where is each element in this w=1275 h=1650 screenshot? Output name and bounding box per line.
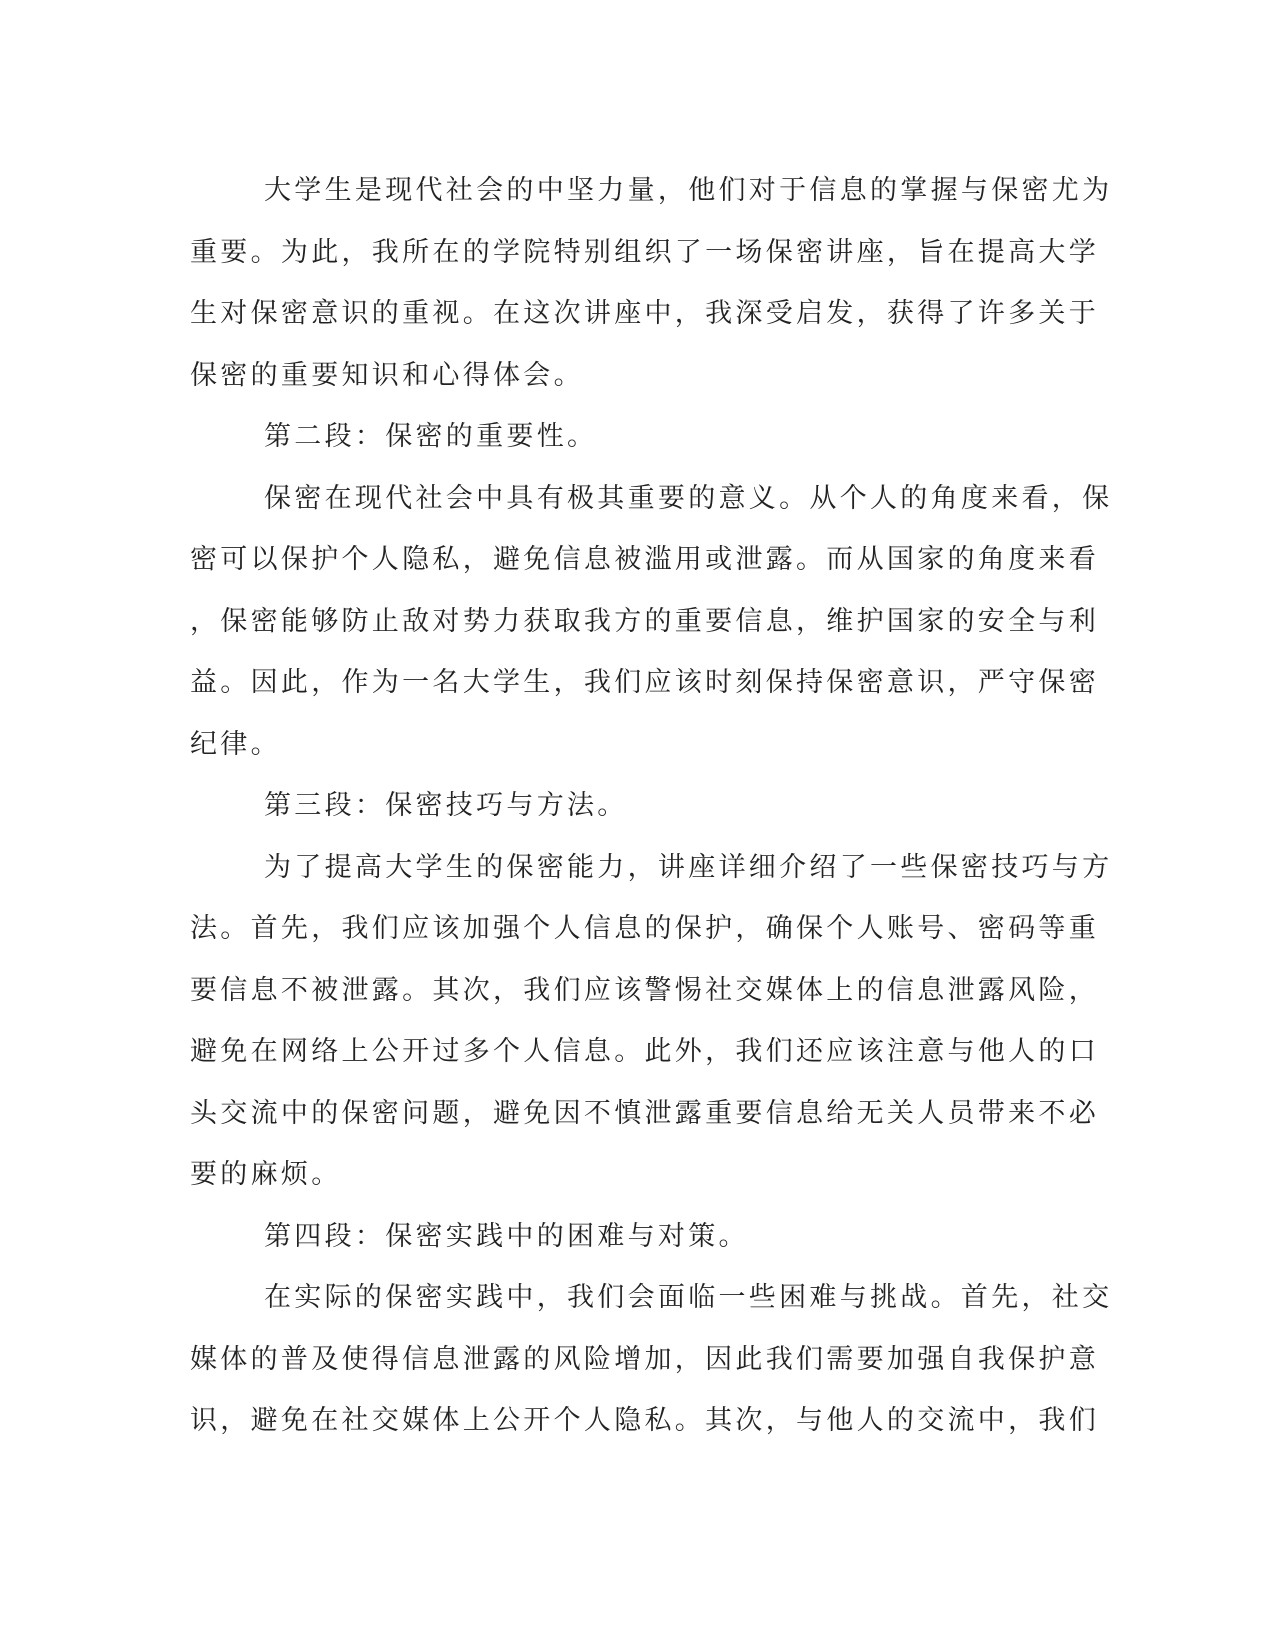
text-line: 要信息不被泄露。其次，我们应该警惕社交媒体上的信息泄露风险， xyxy=(190,974,1099,1006)
section-heading-4 xyxy=(190,1206,1080,1268)
section-heading-2 xyxy=(190,406,1080,468)
paragraph-intro xyxy=(190,160,1113,406)
paragraph-techniques xyxy=(190,837,1113,1206)
paragraph-importance xyxy=(190,468,1113,776)
text-line: 避免在网络上公开过多个人信息。此外，我们还应该注意与他人的口 xyxy=(190,1036,1099,1067)
text-line: 生对保密意识的重视。在这次讲座中，我深受启发，获得了许多关于 xyxy=(190,298,1099,329)
text-line: 为了提高大学生的保密能力，讲座详细介绍了一些保密技巧与方 xyxy=(264,851,1113,883)
text-line: 重要。为此，我所在的学院特别组织了一场保密讲座，旨在提高大学 xyxy=(190,236,1099,268)
text-line: ，保密能够防止敌对势力获取我方的重要信息，维护国家的安全与利 xyxy=(190,605,1099,637)
paragraph-difficulties xyxy=(190,1267,1113,1452)
section-heading-text: 第四段：保密实践中的困难与对策。 xyxy=(264,1220,749,1252)
document-body xyxy=(190,160,1113,1452)
text-line: 益。因此，作为一名大学生，我们应该时刻保持保密意识，严守保密 xyxy=(190,667,1099,698)
text-line: 媒体的普及使得信息泄露的风险增加，因此我们需要加强自我保护意 xyxy=(190,1343,1099,1375)
text-line: 密可以保护个人隐私，避免信息被滥用或泄露。而从国家的角度来看 xyxy=(190,544,1099,575)
text-line: 要的麻烦。 xyxy=(190,1159,342,1190)
text-line: 法。首先，我们应该加强个人信息的保护，确保个人账号、密码等重 xyxy=(190,913,1099,944)
text-line: 识，避免在社交媒体上公开个人隐私。其次，与他人的交流中，我们 xyxy=(190,1405,1099,1436)
section-heading-text: 第二段：保密的重要性。 xyxy=(264,421,598,452)
text-line: 在实际的保密实践中，我们会面临一些困难与挑战。首先，社交 xyxy=(264,1282,1113,1313)
text-line: 保密的重要知识和心得体会。 xyxy=(190,359,584,391)
text-line: 纪律。 xyxy=(190,728,281,760)
text-line: 头交流中的保密问题，避免因不慎泄露重要信息给无关人员带来不必 xyxy=(190,1097,1099,1129)
section-heading-3 xyxy=(190,775,1080,837)
text-line: 保密在现代社会中具有极其重要的意义。从个人的角度来看，保 xyxy=(264,482,1113,514)
section-heading-text: 第三段：保密技巧与方法。 xyxy=(264,790,628,821)
text-line: 大学生是现代社会的中坚力量，他们对于信息的掌握与保密尤为 xyxy=(264,175,1113,206)
